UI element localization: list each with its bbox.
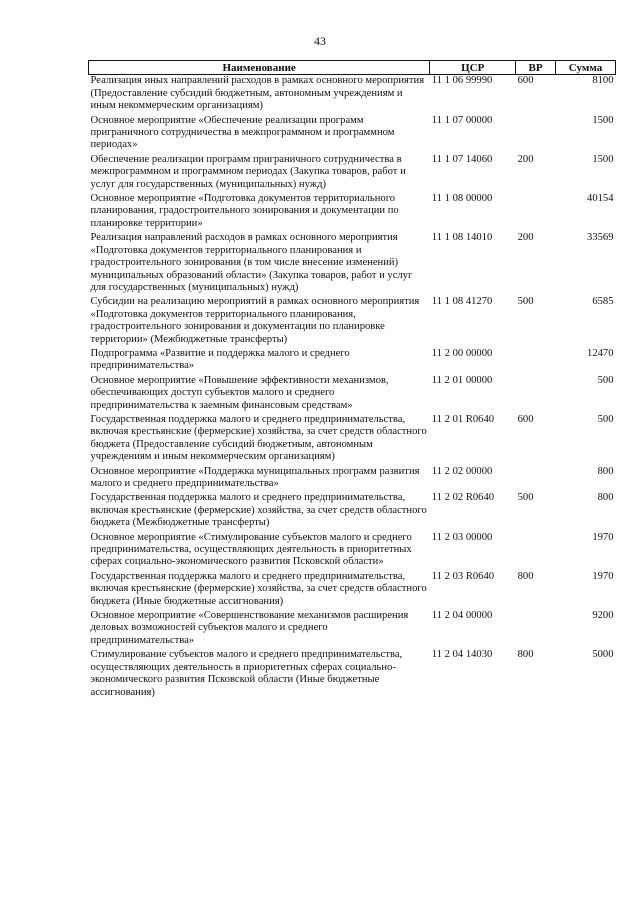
row-csr: 11 1 08 41270 [431, 296, 493, 308]
row-vr [516, 193, 556, 232]
row-csr: 11 1 07 00000 [431, 114, 493, 126]
row-name: Субсидии на реализацию мероприятий в рамках основного мероприятия «Подготовка документов территориального планирования, градостроительного зонирования и документации по планировке территории» (Межбюджетные трансферты) [90, 296, 420, 345]
row-name: Основное мероприятие «Повышение эффективности механизмов, обеспечивающих доступ субъектов малого и среднего предпринимательства к заемным финансовым средствам» [90, 374, 389, 411]
table-row [89, 532, 616, 571]
row-sum: 1500 [592, 114, 614, 126]
table-row [89, 296, 616, 348]
header-csr: ЦСР [430, 61, 516, 75]
row-name: Основное мероприятие «Поддержка муниципальных программ развития малого и среднего предпринимательства» [90, 465, 420, 489]
row-vr: 500 [517, 296, 534, 308]
row-name: Обеспечение реализации программ приграничного сотрудничества в межпрограммном и программном периодах (Закупка товаров, работ и услуг для государственных (муниципальных) нужд) [90, 153, 406, 190]
header-sum: Сумма [556, 61, 616, 75]
row-csr: 11 2 03 00000 [431, 531, 493, 543]
table-row [89, 492, 616, 531]
table-row [89, 466, 616, 493]
row-name: Государственная поддержка малого и среднего предпринимательства, включая крестьянские (фермерские) хозяйства, за счет средств областного бюджета (Межбюджетные трансферты) [90, 492, 427, 529]
row-vr [516, 348, 556, 375]
row-sum: 1970 [592, 570, 614, 582]
row-vr: 600 [517, 413, 534, 425]
row-name: Государственная поддержка малого и среднего предпринимательства, включая крестьянские (фермерские) хозяйства, за счет средств областного бюджета (Предоставление субсидий бюджетным, автономным учреждениям и иным некоммерческим организациям) [90, 413, 427, 463]
row-vr: 500 [517, 492, 534, 504]
row-sum: 9200 [592, 610, 614, 622]
row-vr [516, 532, 556, 571]
row-vr: 200 [517, 153, 534, 165]
row-vr: 600 [517, 75, 534, 87]
table-row [89, 414, 616, 466]
row-csr: 11 2 02 R0640 [431, 492, 495, 504]
table-row [89, 649, 616, 701]
table-row [89, 348, 616, 375]
row-sum: 500 [597, 374, 614, 386]
row-csr: 11 2 03 R0640 [431, 570, 495, 582]
row-vr [516, 115, 556, 154]
table-header-row [89, 61, 616, 75]
row-sum: 5000 [592, 649, 614, 661]
row-sum: 500 [597, 413, 614, 425]
row-csr: 11 2 01 00000 [431, 374, 493, 386]
row-csr: 11 2 00 00000 [431, 347, 493, 359]
row-sum: 33569 [587, 232, 614, 244]
row-sum: 1500 [592, 153, 614, 165]
table-row [89, 154, 616, 193]
table-row [89, 75, 616, 115]
row-sum: 6585 [592, 296, 614, 308]
row-sum: 1970 [592, 531, 614, 543]
row-vr: 200 [517, 232, 534, 244]
row-vr: 800 [517, 649, 534, 661]
table-row [89, 193, 616, 232]
row-sum: 40154 [587, 193, 614, 205]
row-vr: 800 [517, 570, 534, 582]
row-sum: 800 [597, 465, 614, 477]
row-name: Основное мероприятие «Подготовка документов территориального планирования, градостроительного зонирования и документации по планировке территории» [90, 193, 399, 229]
row-name: Реализация направлений расходов в рамках основного мероприятия «Подготовка документов территориального планирования и градостроительного зонирования (в том числе внесение изменений) муниципальных образований области» (Закупка товаров, работ и услуг для государственных (муниципальных) нужд) [90, 232, 413, 293]
row-name: Подпрограмма «Развитие и поддержка малого и среднего предпринимательства» [90, 347, 350, 372]
row-vr [516, 466, 556, 493]
row-name: Основное мероприятие «Обеспечение реализации программ приграничного сотрудничества в межпрограммном и программном периодах» [90, 114, 395, 151]
row-name: Реализация иных направлений расходов в рамках основного мероприятия (Предоставление субсидий бюджетным, автономным учреждениям и иным некоммерческим организациям) [90, 75, 425, 112]
table-row [89, 115, 616, 154]
row-csr: 11 2 02 00000 [431, 465, 493, 477]
row-name: Государственная поддержка малого и среднего предпринимательства, включая крестьянские (фермерские) хозяйства, за счет средств областного бюджета (Иные бюджетные ассигнования) [90, 570, 427, 607]
table-row [89, 375, 616, 414]
row-csr: 11 1 06 99990 [431, 75, 493, 87]
row-csr: 11 1 08 00000 [431, 193, 493, 205]
row-name: Стимулирование субъектов малого и среднего предпринимательства, осуществляющих деятельность в приоритетных сферах социально-экономического развития Псковской области (Иные бюджетные ассигнования) [90, 649, 403, 698]
row-sum: 800 [597, 492, 614, 504]
row-vr [516, 375, 556, 414]
row-name: Основное мероприятие «Совершенствование механизмов расширения деловых возможностей субъектов малого и среднего предпринимательства» [90, 610, 409, 646]
page-number: 43 [314, 34, 326, 48]
table-row [89, 232, 616, 296]
row-csr: 11 2 04 14030 [431, 649, 493, 661]
header-vr: ВР [516, 61, 556, 75]
header-name: Наименование [89, 61, 430, 75]
table-row [89, 571, 616, 610]
row-csr: 11 2 04 00000 [431, 610, 493, 622]
row-csr: 11 1 07 14060 [431, 153, 493, 165]
row-sum: 8100 [592, 75, 614, 87]
row-csr: 11 2 01 R0640 [431, 413, 495, 425]
row-vr [516, 610, 556, 649]
table-row [89, 610, 616, 649]
row-csr: 11 1 08 14010 [431, 232, 493, 244]
budget-table [88, 60, 616, 701]
row-sum: 12470 [587, 347, 614, 359]
row-name: Основное мероприятие «Стимулирование субъектов малого и среднего предпринимательства, осуществляющих деятельность в приоритетных сферах социально-экономического развития Псковской области» [90, 531, 412, 568]
